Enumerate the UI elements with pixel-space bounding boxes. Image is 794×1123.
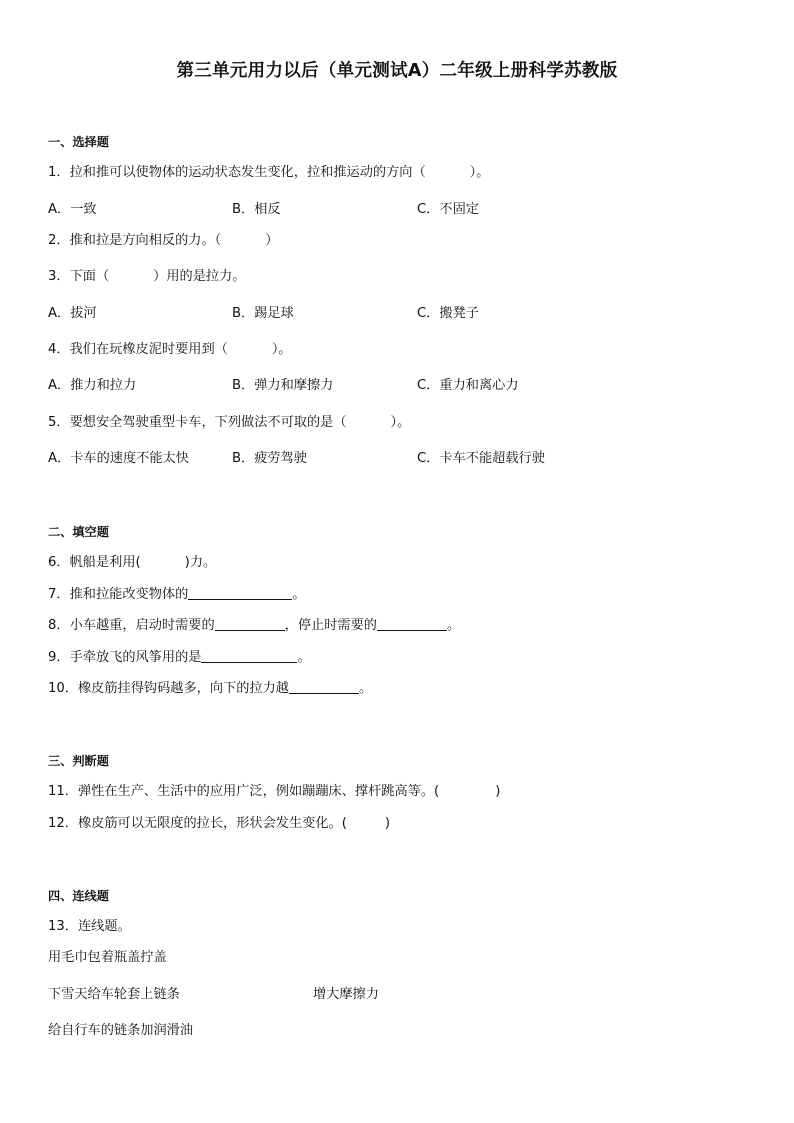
question-11: [48, 783, 500, 801]
question-10-text: 10．橡皮筋挂得钩码越多，向下的拉力越: [48, 681, 289, 696]
question-11-text: 11．弹性在生产、生活中的应用广泛，例如蹦蹦床、撑杆跳高等。(: [48, 784, 440, 799]
question-4-option-c[interactable]: C．重力和离心力: [417, 378, 519, 393]
question-8: [48, 616, 460, 635]
question-9-text: 9．手牵放飞的风筝用的是: [48, 650, 202, 665]
question-1-option-b[interactable]: B．相反: [232, 202, 281, 217]
question-8-text: 8．小车越重，启动时需要的: [48, 618, 215, 633]
question-9: [48, 648, 311, 667]
question-12-end: ): [384, 816, 391, 831]
question-5-option-c[interactable]: C．卡车不能超载行驶: [417, 451, 545, 466]
question-2: [48, 232, 278, 250]
question-12-text: 12．橡皮筋可以无限度的拉长，形状会发生变化。(: [48, 816, 347, 831]
question-4-option-a[interactable]: A．推力和拉力: [48, 378, 137, 393]
question-4-end: ）。: [271, 342, 292, 357]
question-4: [48, 341, 292, 359]
match-left-item[interactable]: 用毛巾包着瓶盖拧盖: [48, 950, 167, 965]
question-12: [48, 815, 390, 833]
section-heading-judge: 三、判断题: [48, 754, 109, 768]
question-4-text: 4．我们在玩橡皮泥时要用到（: [48, 342, 228, 357]
section-heading-match: 四、连线题: [48, 889, 109, 903]
question-5-end: ）。: [390, 415, 411, 430]
question-6-end: )力。: [184, 555, 217, 570]
match-left-item[interactable]: 下雪天给车轮套上链条: [48, 987, 180, 1002]
question-1-text: 1．拉和推可以使物体的运动状态发生变化，拉和推运动的方向（: [48, 165, 426, 180]
question-2-end: ）: [265, 233, 279, 248]
question-3-end: ）用的是拉力。: [153, 269, 246, 284]
answer-underline[interactable]: [289, 679, 359, 694]
question-5-text: 5．要想安全驾驶重型卡车，下列做法不可取的是（: [48, 415, 347, 430]
question-6: [48, 554, 216, 572]
question-4-option-b[interactable]: B．弹力和摩擦力: [232, 378, 334, 393]
answer-underline[interactable]: [201, 648, 297, 663]
question-1: [48, 164, 489, 182]
section-heading-fill: 二、填空题: [48, 525, 109, 539]
section-heading-choice: 一、选择题: [48, 135, 109, 149]
question-8-end: 。: [446, 618, 461, 633]
question-3-option-c[interactable]: C．搬凳子: [417, 306, 479, 321]
question-6-text: 6．帆船是利用(: [48, 555, 141, 570]
question-3: [48, 268, 245, 286]
question-3-text: 3．下面（: [48, 269, 110, 284]
question-7: [48, 585, 305, 604]
question-11-end: ): [495, 784, 501, 799]
match-left-item[interactable]: 给自行车的链条加润滑油: [48, 1023, 194, 1038]
question-1-option-c[interactable]: C．不固定: [417, 202, 479, 217]
question-5-option-a[interactable]: A．卡车的速度不能太快: [48, 451, 189, 466]
question-7-text: 7．推和拉能改变物体的: [48, 587, 189, 602]
question-13-stem: 13．连线题。: [48, 919, 131, 934]
question-3-option-b[interactable]: B．踢足球: [232, 306, 294, 321]
match-right-item[interactable]: 增大摩擦力: [313, 987, 379, 1002]
question-5-option-b[interactable]: B．疲劳驾驶: [232, 451, 307, 466]
question-9-end: 。: [297, 650, 311, 665]
question-10-end: 。: [358, 681, 373, 696]
question-1-option-a[interactable]: A．一致: [48, 202, 97, 217]
question-1-end: ）。: [469, 165, 490, 180]
question-2-text: 2．推和拉是方向相反的力。（: [48, 233, 222, 248]
answer-underline[interactable]: [215, 616, 285, 631]
question-5: [48, 414, 410, 432]
answer-underline[interactable]: [188, 585, 292, 600]
question-8-mid: ，停止时需要的: [284, 618, 377, 633]
question-7-end: 。: [292, 587, 306, 602]
answer-underline[interactable]: [377, 616, 447, 631]
question-10: [48, 679, 372, 698]
page-title: 第三单元用力以后（单元测试A）二年级上册科学苏教版: [176, 61, 618, 81]
question-3-option-a[interactable]: A．拔河: [48, 306, 97, 321]
